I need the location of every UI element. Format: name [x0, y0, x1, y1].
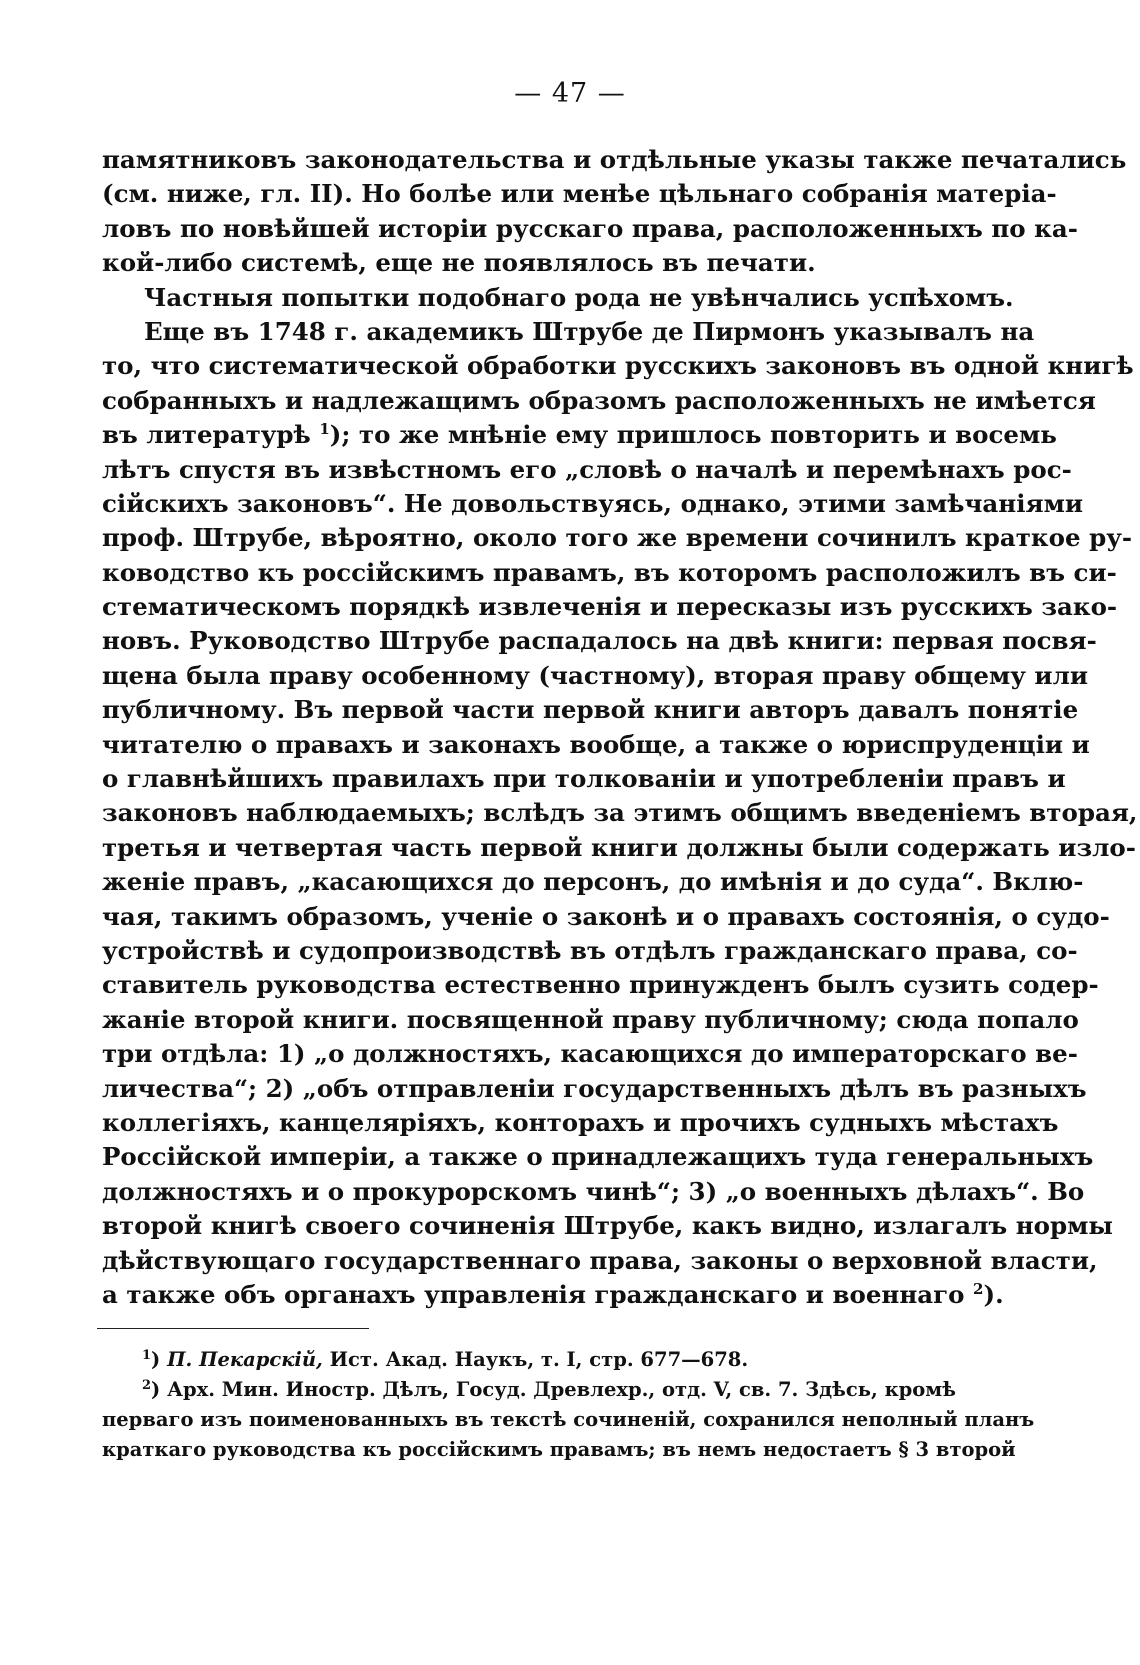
footnote-1: $^1$) П. Пекарскій, Ист. Акад. Наукъ, т. I, стр. 677—678. [142, 1348, 749, 1371]
text-fragment: ; то же мнѣніе ему пришлось повторить и восемь [341, 420, 1057, 450]
footnote-author: П. Пекарскій, [167, 1348, 323, 1371]
text-line: дѣйствующаго государственнаго права, законы о верховной власти, [102, 1245, 1098, 1275]
text-line: Еще въ 1748 г. академикъ Штрубе де Пирмонъ указывалъ на [144, 316, 1035, 346]
text-line [102, 1278, 1004, 1312]
text-line: должностяхъ и о прокурорскомъ чинѣ“; 3) „о военныхъ дѣлахъ“. Во [102, 1176, 1085, 1206]
footnote-text: Ист. Акад. Наукъ, т. I, стр. 677—678. [329, 1348, 749, 1371]
text-line: проф. Штрубе, вѣроятно, около того же времени сочинилъ краткое ру- [102, 523, 1133, 553]
text-line: женіе правъ, „касающихся до персонъ, до имѣнія и до суда“. Вклю- [102, 867, 1084, 897]
text-line: Частныя попытки подобнаго рода не увѣнчались успѣхомъ. [144, 282, 1014, 312]
text-line: въ литературѣ $^1$); то же мнѣніе ему пришлось повторить и восемь [102, 420, 1057, 450]
footnote-marker: 1 [319, 420, 330, 439]
text-line: кой-либо системѣ, еще не появлялось въ печати. [102, 248, 816, 278]
footnote-marker: 2 [973, 1279, 984, 1298]
page-number: — 47 — [514, 78, 626, 109]
footnote-text: Арх. Мин. Иностр. Дѣлъ, Госуд. Древлехр., отд. V, св. 7. Здѣсь, кромѣ [167, 1378, 956, 1401]
text-line: собранныхъ и надлежащимъ образомъ расположенныхъ не имѣется [102, 385, 1096, 415]
text-line: Россійской имперіи, а также о принадлежащихъ туда генеральныхъ [102, 1142, 1094, 1172]
text-line: три отдѣла: 1) „о должностяхъ, касающихся до императорскаго ве- [102, 1039, 1078, 1069]
text-line: ловъ по новѣйшей исторіи русскаго права, расположенныхъ по ка- [102, 213, 1078, 243]
text-line: второй книгѣ своего сочиненія Штрубе, какъ видно, излагалъ нормы [102, 1211, 1113, 1241]
footnotes [102, 1345, 1035, 1465]
footnote-2: $^2$) Арх. Мин. Иностр. Дѣлъ, Госуд. Древлехр., отд. V, св. 7. Здѣсь, кромѣ [142, 1378, 956, 1401]
footnote-number: 2 [142, 1378, 152, 1393]
footnote-number: 1 [142, 1348, 152, 1363]
footnote-separator [97, 1328, 369, 1329]
text-fragment: ). [983, 1279, 1004, 1309]
text-line: законовъ наблюдаемыхъ; вслѣдъ за этимъ общимъ введеніемъ вторая, [102, 798, 1138, 828]
text-line: то, что систематической обработки русскихъ законовъ въ одной книгѣ [102, 351, 1134, 381]
text-line: лѣтъ спустя въ извѣстномъ его „словѣ о началѣ и перемѣнахъ рос- [102, 454, 1072, 484]
text-line: щена была праву особенному (частному), вторая праву общему или [102, 660, 1089, 690]
text-line: ководство къ россійскимъ правамъ, въ которомъ расположилъ въ си- [102, 557, 1117, 587]
text-line: (см. ниже, гл. II). Но болѣе или менѣе цѣльнаго собранія матеріа- [102, 179, 1057, 209]
text-line: стематическомъ порядкѣ извлеченія и пересказы изъ русскихъ зако- [102, 592, 1118, 622]
text-line: коллегіяхъ, канцеляріяхъ, конторахъ и прочихъ судныхъ мѣстахъ [102, 1107, 1059, 1137]
text-fragment: въ литературѣ [102, 420, 311, 450]
text-line: о главнѣйшихъ правилахъ при толкованіи и употребленіи правъ и [102, 764, 1066, 794]
text-line: устройствѣ и судопроизводствѣ въ отдѣлъ гражданскаго права, со- [102, 935, 1078, 965]
text-fragment: а также объ органахъ управленія гражданскаго и военнаго [102, 1279, 965, 1309]
body-text [102, 143, 1138, 1312]
text-line: новъ. Руководство Штрубе распадалось на двѣ книги: первая посвя- [102, 626, 1097, 656]
text-line: жаніе второй книги. посвященной праву публичному; сюда попало [102, 1004, 1079, 1034]
text-line: сійскихъ законовъ“. Не довольствуясь, однако, этими замѣчаніями [102, 488, 1084, 518]
footnote-line: перваго изъ поименованныхъ въ текстѣ сочиненій, сохранился неполный планъ [102, 1408, 1035, 1431]
text-line: памятниковъ законодательства и отдѣльные указы также печатались [102, 145, 1127, 174]
text-line: третья и четвертая часть первой книги должны были содержать изло- [102, 832, 1136, 862]
footnote-line: краткаго руководства къ россійскимъ правамъ; въ немъ недостаетъ § 3 второй [102, 1438, 1016, 1461]
text-line: ставитель руководства естественно принужденъ былъ сузить содер- [102, 970, 1099, 1000]
text-line: чая, такимъ образомъ, ученіе о законѣ и о правахъ состоянія, о судо- [102, 901, 1110, 931]
text-line: личества“; 2) „объ отправленіи государственныхъ дѣлъ въ разныхъ [102, 1073, 1087, 1103]
text-line: читателю о правахъ и законахъ вообще, а также о юриспруденціи и [102, 729, 1090, 759]
text-line: публичному. Въ первой части первой книги авторъ давалъ понятіе [102, 695, 1079, 725]
